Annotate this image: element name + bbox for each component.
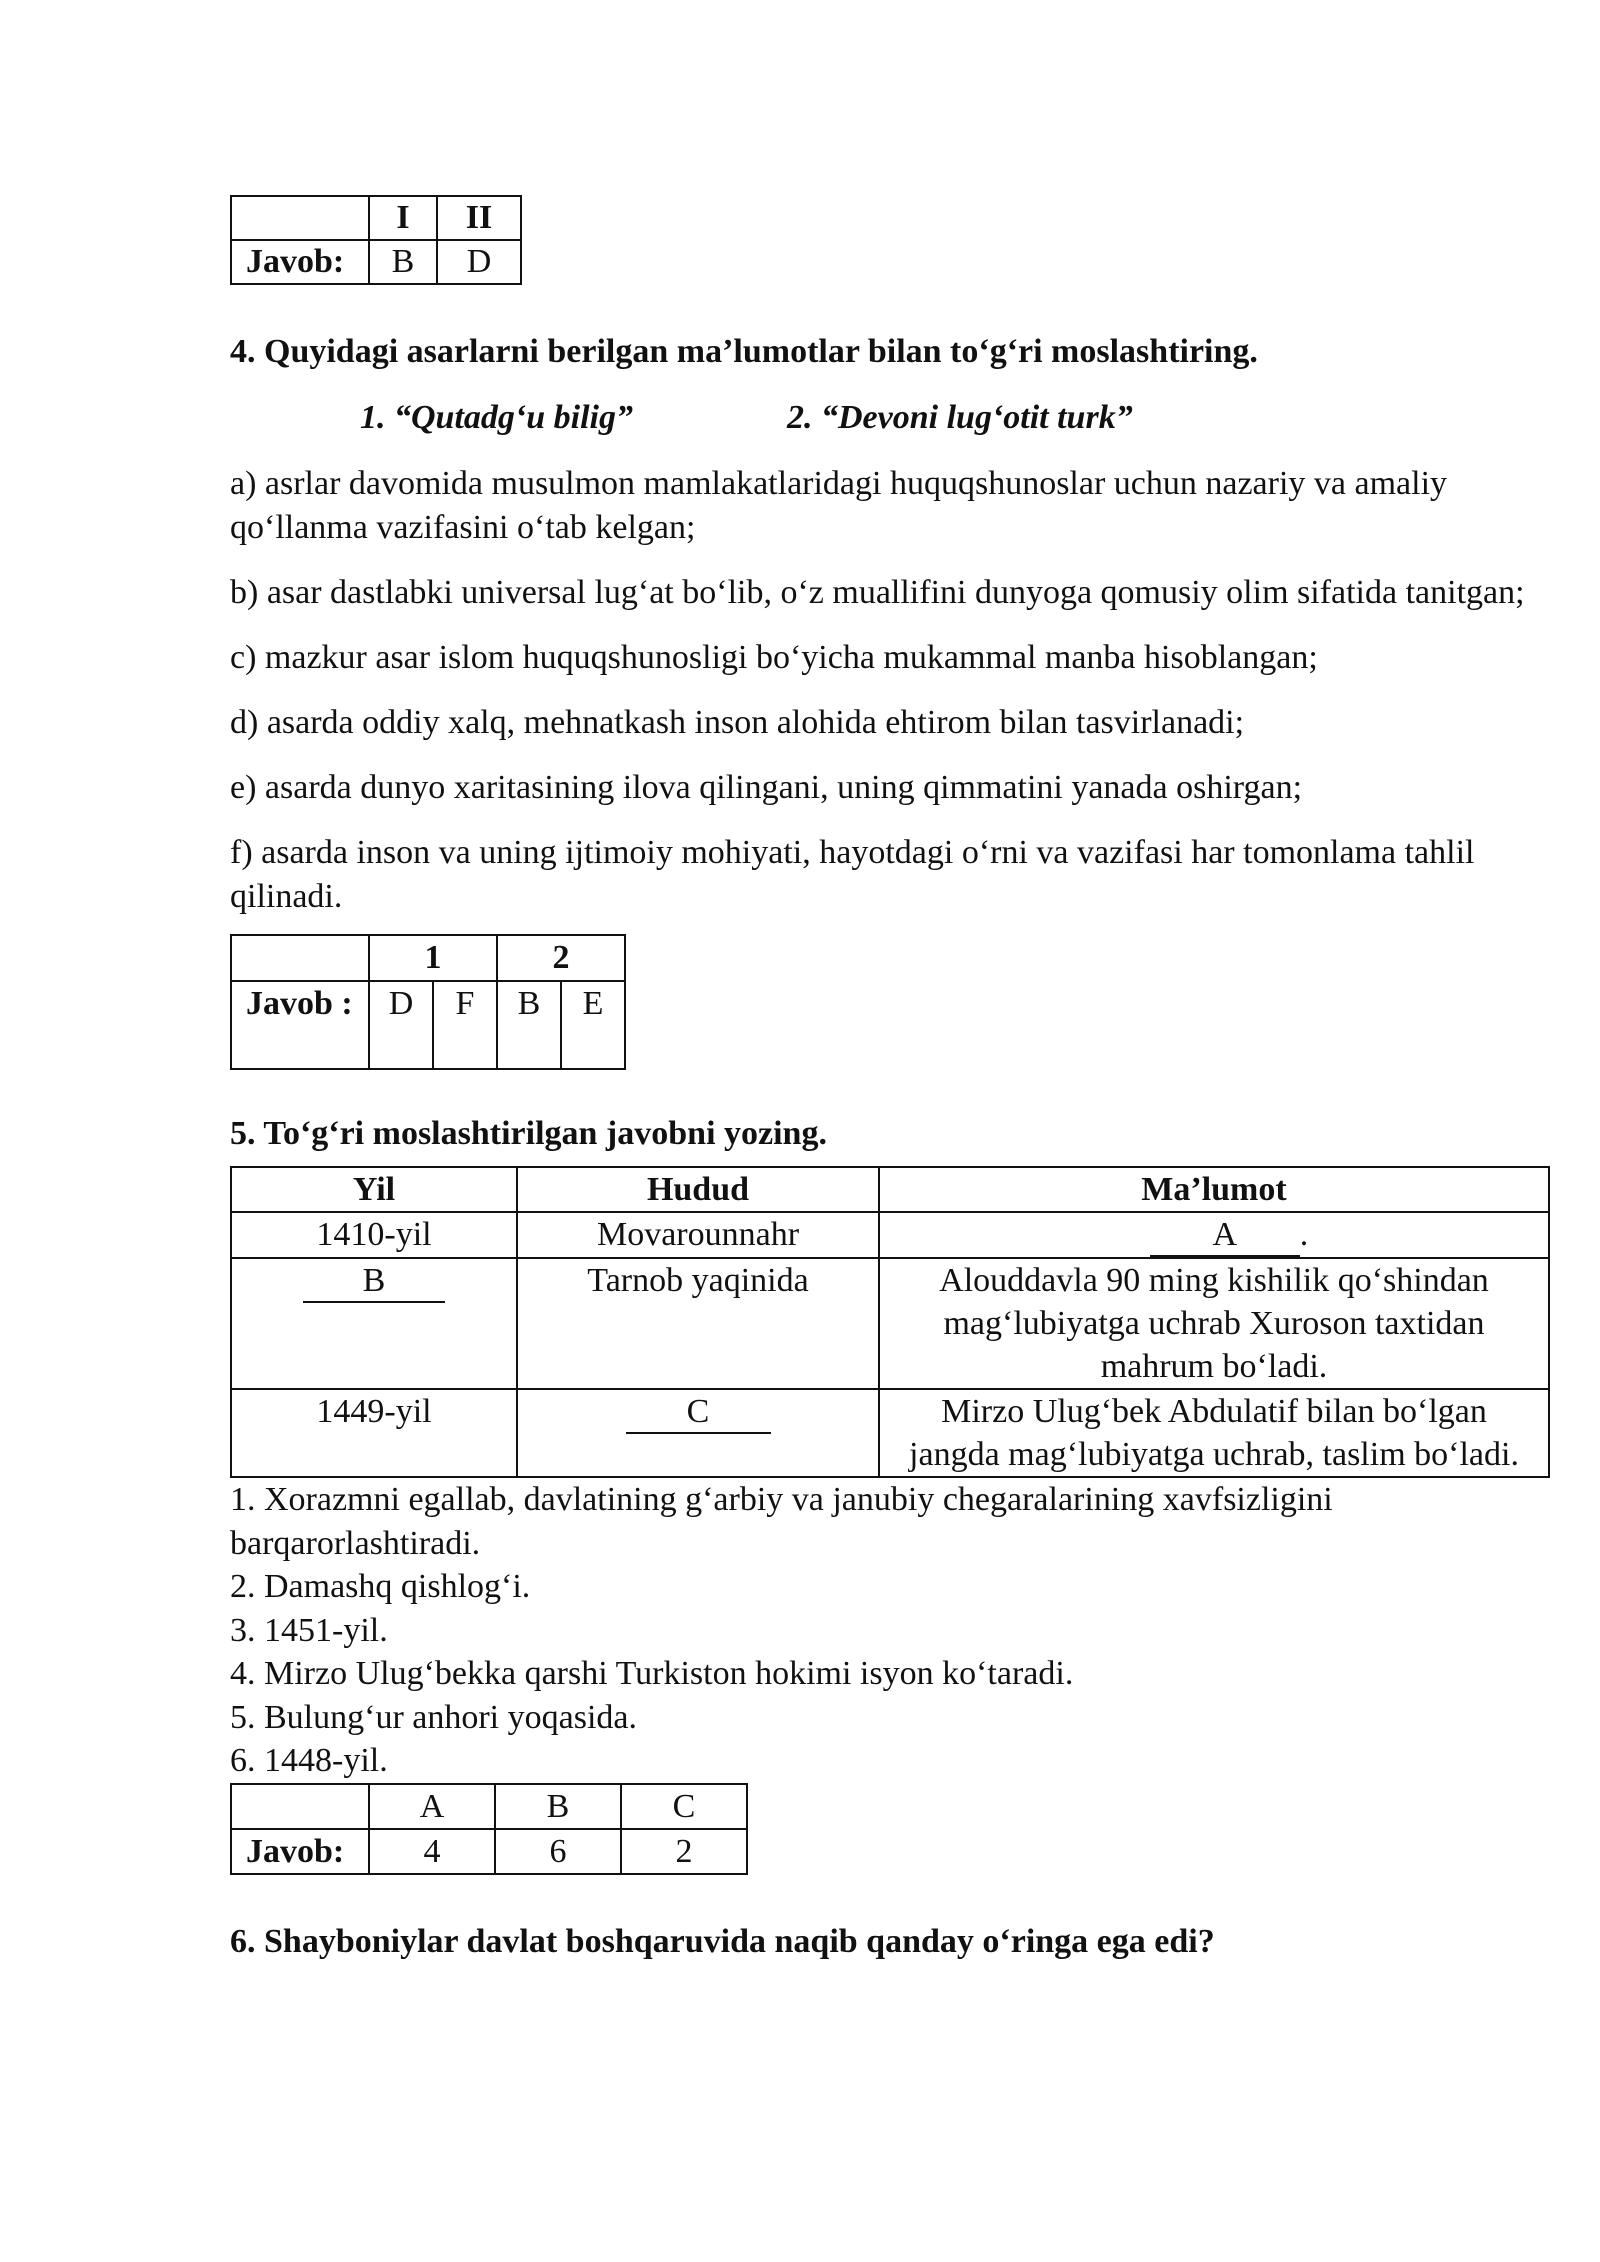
option-f: f) asarda inson va uning ijtimoiy mohiyati, hayotdagi o‘rni va vazifasi har tomonlama tahlil qilinadi. (230, 834, 1475, 915)
answer-cell: 2 (621, 1829, 747, 1874)
cell-malumot: Mirzo Ulug‘bek Abdulatif bilan bo‘lgan jangda mag‘lubiyatga uchrab, taslim bo‘ladi. (879, 1389, 1549, 1477)
answer-label: Javob: (231, 1829, 369, 1874)
list-item: 1. Xorazmni egallab, davlatining g‘arbiy va janubiy chegaralarining xavfsizligini barqarorlashtiradi. (230, 1481, 1333, 1562)
option-c: c) mazkur asar islom huquqshunosligi bo‘yicha mukammal manba hisoblangan; (230, 639, 1318, 676)
table-header-cell: 1 (369, 935, 497, 981)
list-item: 6. 1448-yil. (230, 1742, 388, 1779)
column-header-hudud: Hudud (517, 1167, 879, 1212)
list-item: 4. Mirzo Ulug‘bekka qarshi Turkiston hokimi isyon ko‘taradi. (230, 1655, 1074, 1692)
answer-cell: D (437, 240, 521, 284)
matching-table (230, 1166, 1550, 1478)
table-header-cell: II (437, 196, 521, 240)
option-d: d) asarda oddiy xalq, mehnatkash inson alohida ehtirom bilan tasvirlanadi; (230, 704, 1245, 741)
list-item: 2. Damashq qishlog‘i. (230, 1568, 531, 1605)
work-title-1: 1. “Qutadg‘u bilig” (360, 399, 633, 436)
table-row (231, 1258, 1549, 1389)
answer-cell: B (369, 240, 437, 284)
empty-cell (231, 196, 369, 240)
question-6: 6. Shayboniylar davlat boshqaruvida naqib qanday o‘ringa ega edi? (230, 1922, 1215, 1960)
cell-yil: 1410-yil (231, 1212, 517, 1258)
list-item: 3. 1451-yil. (230, 1611, 388, 1649)
table-header-cell: C (621, 1784, 747, 1829)
work-title-2: 2. “Devoni lug‘otit turk” (787, 399, 1133, 436)
cell-hudud (517, 1389, 879, 1477)
option-b: b) asar dastlabki universal lug‘at bo‘lib, o‘z muallifini dunyoga qomusiy olim sifatida tanitgan; (230, 574, 1525, 611)
document-page (230, 195, 1560, 1964)
cell-hudud: Tarnob yaqinida (517, 1258, 879, 1389)
work-titles (230, 396, 1560, 440)
cell-hudud: Movarounnahr (517, 1212, 879, 1258)
answer-cell: D (369, 981, 433, 1069)
table-header-cell: B (495, 1784, 621, 1829)
table-header-cell: A (369, 1784, 495, 1829)
answer-table-2 (230, 934, 626, 1070)
answer-cell: 4 (369, 1829, 495, 1874)
question-4: 4. Quyidagi asarlarni berilgan ma’lumotlar bilan to‘g‘ri moslashtiring. (230, 333, 1258, 370)
column-header-yil: Yil (231, 1167, 517, 1212)
options-list (230, 462, 1560, 919)
answer-table-1 (230, 195, 522, 285)
empty-cell (231, 935, 369, 981)
blank-b: B (303, 1261, 445, 1303)
table-header-cell: I (369, 196, 437, 240)
empty-cell (231, 1784, 369, 1829)
column-header-malumot: Ma’lumot (879, 1167, 1549, 1212)
table-row (231, 1389, 1549, 1477)
answer-cell: F (433, 981, 497, 1069)
cell-yil (231, 1258, 517, 1389)
cell-malumot: A . (879, 1212, 1549, 1258)
blank-c: C (626, 1392, 771, 1434)
table-row (231, 1212, 1549, 1258)
answer-label: Javob: (231, 240, 369, 284)
table-header-cell: 2 (497, 935, 625, 981)
answer-table-3 (230, 1783, 748, 1875)
answer-cell: E (561, 981, 625, 1069)
cell-yil: 1449-yil (231, 1389, 517, 1477)
blank-a: A (1150, 1215, 1300, 1257)
list-item: 5. Bulung‘ur anhori yoqasida. (230, 1698, 637, 1736)
answer-label: Javob : (231, 981, 369, 1069)
answer-cell: B (497, 981, 561, 1069)
cell-malumot: Alouddavla 90 ming kishilik qo‘shindan mag‘lubiyatga uchrab Xuroson taxtidan mahrum bo‘ladi. (879, 1258, 1549, 1389)
option-e: e) asarda dunyo xaritasining ilova qilingani, uning qimmatini yanada oshirgan; (230, 769, 1303, 806)
answer-cell: 6 (495, 1829, 621, 1874)
question-5: 5. To‘g‘ri moslashtirilgan javobni yozing. (230, 1115, 827, 1152)
choices-list (230, 1478, 1560, 1783)
option-a: a) asrlar davomida musulmon mamlakatlaridagi huquqshunoslar uchun nazariy va amaliy qo‘llanma vazifasini o‘tab kelgan; (230, 465, 1448, 546)
